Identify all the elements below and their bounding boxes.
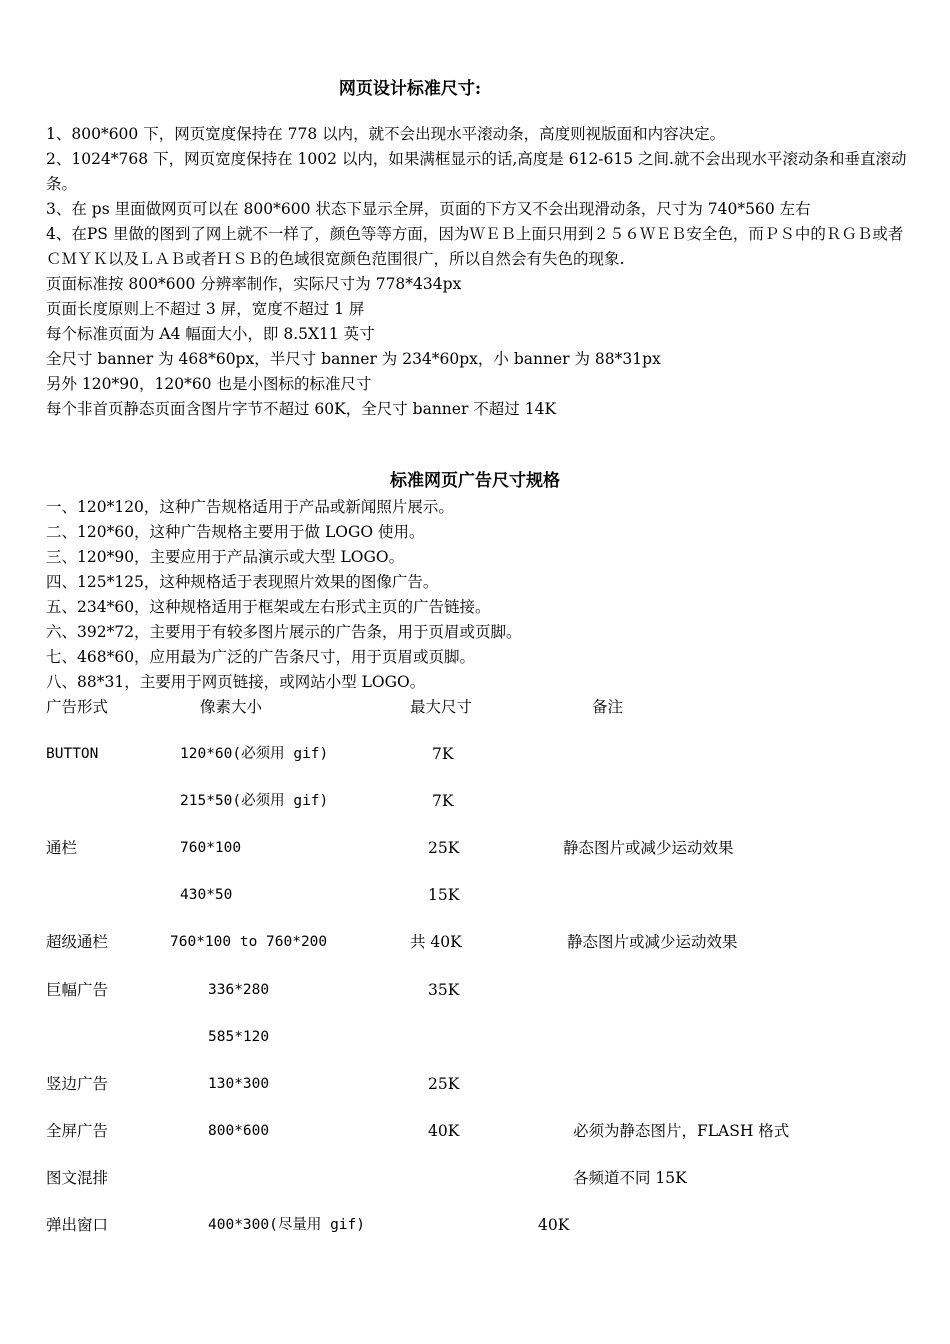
table-cell-note: 各频道不同 15K — [573, 1169, 687, 1187]
intro-paragraphs — [46, 122, 908, 422]
table-cell-size: 800*600 — [208, 1123, 270, 1139]
table-cell-max: 25K — [428, 839, 460, 857]
list-item: 一、120*120，这种广告规格适用于产品或新闻照片展示。 — [46, 498, 454, 516]
table-cell-max: 40K — [428, 1122, 460, 1140]
table-cell-size: 430*50 — [180, 887, 233, 903]
table-cell-form: BUTTON — [46, 746, 99, 762]
table-cell-max: 25K — [428, 1075, 460, 1093]
ad-size-list — [46, 495, 908, 695]
table-cell-size: 215*50(必须用 gif) — [180, 793, 329, 809]
list-item: 三、120*90，主要应用于产品演示或大型 LOGO。 — [46, 548, 405, 566]
page-title-text: 网页设计标准尺寸: — [338, 79, 482, 99]
paragraph: 1、800*600 下，网页宽度保持在 778 以内，就不会出现水平滚动条，高度则视版面和内容决定。 — [46, 125, 726, 143]
paragraph: 每个非首页静态页面含图片字节不超过 60K，全尺寸 banner 不超过 14K — [46, 400, 557, 418]
table-cell-form: 通栏 — [46, 839, 78, 857]
list-item: 八、88*31，主要用于网页链接，或网站小型 LOGO。 — [46, 673, 426, 691]
list-item: 六、392*72，主要用于有较多图片展示的广告条，用于页眉或页脚。 — [46, 623, 522, 641]
paragraph: 3、在 ps 里面做网页可以在 800*600 状态下显示全屏，页面的下方又不会出现滑动条，尺寸为 740*560 左右 — [46, 200, 811, 218]
table-cell-max: 15K — [428, 886, 460, 904]
table-header-note: 备注 — [592, 698, 624, 716]
table-cell-max: 7K — [432, 792, 454, 810]
table-cell-form: 全屏广告 — [46, 1122, 109, 1140]
table-cell-form: 巨幅广告 — [46, 981, 109, 999]
table-cell-form: 弹出窗口 — [46, 1216, 109, 1234]
table-cell-form: 图文混排 — [46, 1169, 109, 1187]
paragraph: 页面标准按 800*600 分辨率制作，实际尺寸为 778*434px — [46, 275, 462, 293]
paragraph: 每个标准页面为 A4 幅面大小，即 8.5X11 英寸 — [46, 325, 375, 343]
table-cell-note: 静态图片或减少运动效果 — [563, 839, 734, 857]
table-cell-size: 130*300 — [208, 1076, 270, 1092]
section-title: 标准网页广告尺寸规格 — [390, 471, 560, 491]
table-header-size: 像素大小 — [200, 698, 263, 716]
paragraph: 页面长度原则上不超过 3 屏，宽度不超过 1 屏 — [46, 300, 365, 318]
table-cell-max: 共 40K — [410, 933, 462, 951]
table-cell-max: 7K — [432, 745, 454, 763]
table-cell-max: 40K — [538, 1216, 570, 1234]
list-item: 五、234*60，这种规格适用于框架或左右形式主页的广告链接。 — [46, 598, 491, 616]
table-cell-form: 竖边广告 — [46, 1075, 109, 1093]
page-title — [0, 78, 820, 100]
table-cell-size: 336*280 — [208, 982, 270, 998]
table-cell-note: 静态图片或减少运动效果 — [567, 933, 738, 951]
table-header-form: 广告形式 — [46, 698, 109, 716]
list-item: 七、468*60，应用最为广泛的广告条尺寸，用于页眉或页脚。 — [46, 648, 476, 666]
list-item: 二、120*60，这种广告规格主要用于做 LOGO 使用。 — [46, 523, 425, 541]
paragraph: 2、1024*768 下，网页宽度保持在 1002 以内，如果满框显示的话,高度是 612-615 之间.就不会出现水平滚动条和垂直滚动条。 — [46, 150, 907, 193]
paragraph: 另外 120*90，120*60 也是小图标的标准尺寸 — [46, 375, 372, 393]
table-cell-size: 585*120 — [208, 1029, 270, 1045]
paragraph: 4、在PS 里做的图到了网上就不一样了，颜色等等方面，因为ＷＥＢ上面只用到２５６ＷＥＢ安全色，而ＰＳ中的ＲＧＢ或者ＣＭＹＫ以及ＬＡＢ或者ＨＳＢ的色域很宽颜色范围很广，所以自然会有失色的现象. — [46, 225, 904, 268]
table-cell-size: 120*60(必须用 gif) — [180, 746, 329, 762]
table-header-max: 最大尺寸 — [410, 698, 473, 716]
table-cell-max: 35K — [428, 981, 460, 999]
table-cell-form: 超级通栏 — [46, 933, 109, 951]
paragraph: 全尺寸 banner 为 468*60px，半尺寸 banner 为 234*60px，小 banner 为 88*31px — [46, 350, 661, 368]
table-cell-size: 760*100 — [180, 840, 242, 856]
table-cell-size: 760*100 to 760*200 — [170, 934, 328, 950]
list-item: 四、125*125，这种规格适于表现照片效果的图像广告。 — [46, 573, 439, 591]
table-cell-note: 必须为静态图片，FLASH 格式 — [573, 1122, 790, 1140]
table-cell-size: 400*300(尽量用 gif) — [208, 1217, 365, 1233]
